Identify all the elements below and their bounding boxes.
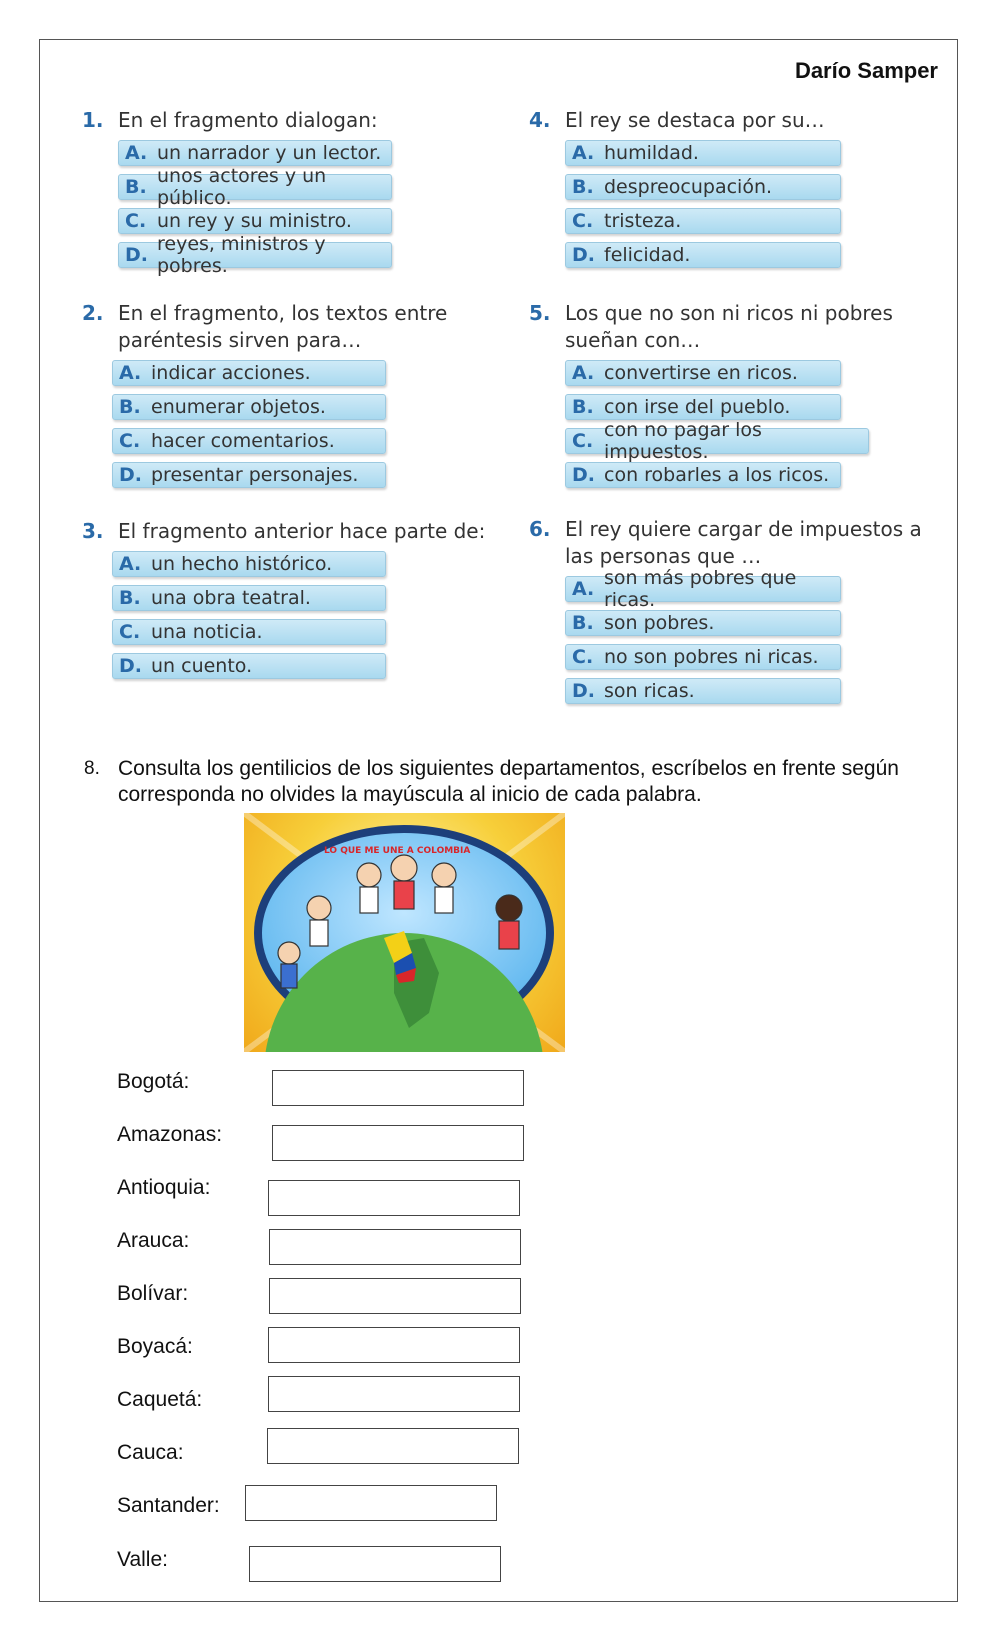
dept-label: Cauca: (117, 1441, 184, 1464)
illustration-caption: LO QUE ME UNE A COLOMBIA (324, 846, 471, 856)
option-d[interactable]: D. un cuento. (112, 653, 386, 679)
option-c[interactable]: C. no son pobres ni ricas. (565, 644, 841, 670)
dept-label: Caquetá: (117, 1388, 203, 1411)
option-c[interactable]: C. una noticia. (112, 619, 386, 645)
option-d[interactable]: D. reyes, ministros y pobres. (118, 242, 392, 268)
option-d[interactable]: D. presentar personajes. (112, 462, 386, 488)
dept-label: Amazonas: (117, 1123, 223, 1146)
dept-label: Boyacá: (117, 1335, 193, 1358)
question-5 (529, 300, 909, 496)
dept-label: Bogotá: (117, 1070, 190, 1093)
answer-field-amazonas[interactable] (272, 1125, 524, 1161)
option-b[interactable]: B. despreocupación. (565, 174, 841, 200)
question-number: 1. (82, 108, 104, 132)
question-4 (529, 107, 949, 276)
option-b[interactable]: B. son pobres. (565, 610, 841, 636)
question-text: El rey se destaca por su… (565, 108, 825, 132)
answer-field-antioquia[interactable] (268, 1180, 520, 1216)
option-d[interactable]: D. felicidad. (565, 242, 841, 268)
question-number: 2. (82, 301, 104, 325)
author-name: Darío Samper (794, 58, 938, 83)
option-a[interactable]: A. un narrador y un lector. (118, 140, 392, 166)
answer-field-bogota[interactable] (272, 1070, 524, 1106)
question-text: El fragmento anterior hace parte de: (118, 519, 486, 543)
option-b[interactable]: B. unos actores y un público. (118, 174, 392, 200)
answer-field-boyaca[interactable] (268, 1327, 520, 1363)
question-text: Los que no son ni ricos ni pobres sueñan con… (565, 301, 893, 352)
question-2 (82, 300, 452, 496)
option-c[interactable]: C. con no pagar los impuestos. (565, 428, 869, 454)
question-number: 5. (529, 301, 551, 325)
option-b[interactable]: B. una obra teatral. (112, 585, 386, 611)
colombia-illustration (244, 813, 565, 1052)
option-a[interactable]: A. indicar acciones. (112, 360, 386, 386)
question-6 (529, 516, 929, 712)
option-a[interactable]: A. un hecho histórico. (112, 551, 386, 577)
question-text: En el fragmento dialogan: (118, 108, 378, 132)
question-number: 6. (529, 517, 551, 541)
answer-field-caqueta[interactable] (268, 1376, 520, 1412)
option-b[interactable]: B. con irse del pueblo. (565, 394, 841, 420)
question-text: Consulta los gentilicios de los siguientes departamentos, escríbelos en frente según corresponda no olvides la mayúscula al inicio de cada palabra. (118, 757, 899, 806)
option-c[interactable]: C. tristeza. (565, 208, 841, 234)
option-c[interactable]: C. un rey y su ministro. (118, 208, 392, 234)
option-a[interactable]: A. convertirse en ricos. (565, 360, 841, 386)
option-a[interactable]: A. humildad. (565, 140, 841, 166)
answer-field-bolivar[interactable] (269, 1278, 521, 1314)
dept-label: Bolívar: (117, 1282, 189, 1305)
question-1 (82, 107, 502, 276)
answer-field-arauca[interactable] (269, 1229, 521, 1265)
option-b[interactable]: B. enumerar objetos. (112, 394, 386, 420)
question-number: 4. (529, 108, 551, 132)
option-a[interactable]: A. son más pobres que ricas. (565, 576, 841, 602)
dept-label: Valle: (117, 1548, 168, 1571)
dept-label: Santander: (117, 1494, 220, 1517)
answer-field-valle[interactable] (249, 1546, 501, 1582)
dept-label: Arauca: (117, 1229, 190, 1252)
dept-label: Antioquia: (117, 1176, 211, 1199)
option-c[interactable]: C. hacer comentarios. (112, 428, 386, 454)
question-8 (84, 756, 914, 808)
question-text: En el fragmento, los textos entre paréntesis sirven para… (118, 301, 448, 352)
question-3 (82, 518, 502, 687)
answer-field-santander[interactable] (245, 1485, 497, 1521)
question-text: El rey quiere cargar de impuestos a las personas que … (565, 517, 922, 568)
question-number: 3. (82, 519, 104, 543)
option-d[interactable]: D. con robarles a los ricos. (565, 462, 841, 488)
question-number: 8. (84, 758, 100, 779)
answer-field-cauca[interactable] (267, 1428, 519, 1464)
option-d[interactable]: D. son ricas. (565, 678, 841, 704)
